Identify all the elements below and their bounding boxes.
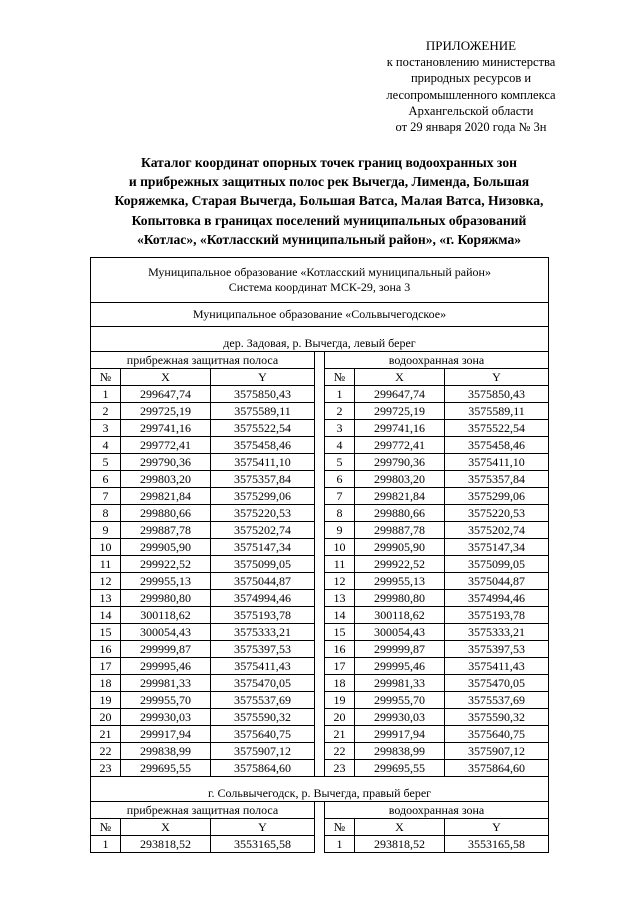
table-row <box>91 675 549 692</box>
column-gap <box>315 471 325 488</box>
column-gap <box>315 539 325 556</box>
y-coordinate: 3575411,10 <box>445 454 549 471</box>
point-number: 17 <box>325 658 355 675</box>
table-row <box>91 488 549 505</box>
y-coordinate: 3575044,87 <box>445 573 549 590</box>
column-gap <box>315 692 325 709</box>
municipality-header <box>91 258 549 303</box>
column-gap <box>315 386 325 403</box>
column-header-y: Y <box>211 819 315 836</box>
y-coordinate: 3575411,43 <box>211 658 315 675</box>
table-row <box>91 437 549 454</box>
column-gap <box>315 802 325 819</box>
x-coordinate: 299905,90 <box>121 539 211 556</box>
x-coordinate: 300054,43 <box>121 624 211 641</box>
section-place: г. Сольвычегодск, р. Вычегда, правый берег <box>91 777 549 802</box>
point-number: 6 <box>325 471 355 488</box>
column-gap <box>315 522 325 539</box>
y-coordinate: 3575099,05 <box>445 556 549 573</box>
point-number: 10 <box>91 539 121 556</box>
x-coordinate: 299995,46 <box>355 658 445 675</box>
table-row <box>91 692 549 709</box>
title-line: Каталог координат опорных точек границ водоохранных зон <box>141 155 517 170</box>
y-coordinate: 3575470,05 <box>211 675 315 692</box>
x-coordinate: 299905,90 <box>355 539 445 556</box>
y-coordinate: 3575220,53 <box>211 505 315 522</box>
y-coordinate: 3575299,06 <box>211 488 315 505</box>
point-number: 2 <box>325 403 355 420</box>
column-header-x: X <box>355 369 445 386</box>
appendix-line: Архангельской области <box>408 103 534 118</box>
table-row <box>91 607 549 624</box>
title-line: Копытовка в границах поселений муниципальных образований <box>131 212 527 228</box>
point-number: 16 <box>325 641 355 658</box>
table-row <box>91 709 549 726</box>
table-row <box>91 505 549 522</box>
point-number: 5 <box>91 454 121 471</box>
point-number: 1 <box>325 386 355 403</box>
y-coordinate: 3575537,69 <box>445 692 549 709</box>
point-number: 11 <box>91 556 121 573</box>
y-coordinate: 3575202,74 <box>445 522 549 539</box>
section-place-row <box>91 777 549 802</box>
column-gap <box>315 403 325 420</box>
x-coordinate: 299955,70 <box>121 692 211 709</box>
table-row <box>91 590 549 607</box>
column-header-num: № <box>91 369 121 386</box>
point-number: 17 <box>91 658 121 675</box>
zone-label-row <box>91 802 549 819</box>
column-gap <box>315 743 325 760</box>
x-coordinate: 299980,80 <box>355 590 445 607</box>
column-gap <box>315 488 325 505</box>
x-coordinate: 299803,20 <box>355 471 445 488</box>
point-number: 12 <box>325 573 355 590</box>
column-gap <box>315 607 325 624</box>
point-number: 23 <box>91 760 121 777</box>
coord-system: Система координат МСК-29, зона 3 <box>228 280 411 294</box>
y-coordinate: 3575193,78 <box>445 607 549 624</box>
x-coordinate: 299981,33 <box>121 675 211 692</box>
column-header-num: № <box>325 369 355 386</box>
title-line: и прибрежных защитных полос рек Вычегда, Лименда, Большая <box>128 174 530 190</box>
y-coordinate: 3575044,87 <box>211 573 315 590</box>
x-coordinate: 299838,99 <box>355 743 445 760</box>
point-number: 4 <box>91 437 121 454</box>
point-number: 18 <box>325 675 355 692</box>
x-coordinate: 299981,33 <box>355 675 445 692</box>
x-coordinate: 299999,87 <box>121 641 211 658</box>
x-coordinate: 299741,16 <box>355 420 445 437</box>
y-coordinate: 3575590,32 <box>445 709 549 726</box>
title-line: «Котлас», «Котласский муниципальный район», «г. Коряжма» <box>136 231 522 247</box>
table-row <box>91 386 549 403</box>
point-number: 9 <box>325 522 355 539</box>
y-coordinate: 3575850,43 <box>445 386 549 403</box>
y-coordinate: 3575640,75 <box>445 726 549 743</box>
y-coordinate: 3575333,21 <box>211 624 315 641</box>
y-coordinate: 3575193,78 <box>211 607 315 624</box>
x-coordinate: 299880,66 <box>355 505 445 522</box>
y-coordinate: 3575397,53 <box>445 641 549 658</box>
x-coordinate: 299695,55 <box>355 760 445 777</box>
column-header-x: X <box>355 819 445 836</box>
coastal-strip-label: прибрежная защитная полоса <box>91 802 315 819</box>
point-number: 15 <box>91 624 121 641</box>
y-coordinate: 3575590,32 <box>211 709 315 726</box>
point-number: 1 <box>91 386 121 403</box>
y-coordinate: 3575589,11 <box>445 403 549 420</box>
table-row <box>91 403 549 420</box>
table-row <box>91 836 549 853</box>
y-coordinate: 3575411,10 <box>211 454 315 471</box>
x-coordinate: 299980,80 <box>121 590 211 607</box>
column-gap <box>315 420 325 437</box>
point-number: 7 <box>325 488 355 505</box>
point-number: 21 <box>325 726 355 743</box>
x-coordinate: 293818,52 <box>121 836 211 853</box>
x-coordinate: 299917,94 <box>355 726 445 743</box>
table-row <box>91 726 549 743</box>
appendix-line: от 29 января 2020 года № 3н <box>395 120 547 135</box>
point-number: 4 <box>325 437 355 454</box>
point-number: 21 <box>91 726 121 743</box>
x-coordinate: 300118,62 <box>121 607 211 624</box>
x-coordinate: 299772,41 <box>121 437 211 454</box>
y-coordinate: 3575458,46 <box>445 437 549 454</box>
y-coordinate: 3575537,69 <box>211 692 315 709</box>
appendix-block <box>360 38 582 135</box>
table-row <box>91 573 549 590</box>
x-coordinate: 299695,55 <box>121 760 211 777</box>
point-number: 8 <box>325 505 355 522</box>
x-coordinate: 299790,36 <box>121 454 211 471</box>
table-row <box>91 454 549 471</box>
point-number: 18 <box>91 675 121 692</box>
column-gap <box>315 573 325 590</box>
point-number: 10 <box>325 539 355 556</box>
y-coordinate: 3575411,43 <box>445 658 549 675</box>
point-number: 7 <box>91 488 121 505</box>
x-coordinate: 300054,43 <box>355 624 445 641</box>
point-number: 1 <box>91 836 121 853</box>
y-coordinate: 3575589,11 <box>211 403 315 420</box>
point-number: 3 <box>325 420 355 437</box>
y-coordinate: 3575864,60 <box>445 760 549 777</box>
column-gap <box>315 369 325 386</box>
point-number: 20 <box>91 709 121 726</box>
coordinates-table-body <box>91 258 549 853</box>
document-title <box>84 153 574 249</box>
y-coordinate: 3575099,05 <box>211 556 315 573</box>
point-number: 3 <box>91 420 121 437</box>
table-row <box>91 471 549 488</box>
water-protection-zone-label: водоохранная зона <box>325 802 549 819</box>
column-header-y: Y <box>211 369 315 386</box>
water-protection-zone-label: водоохранная зона <box>325 352 549 369</box>
x-coordinate: 299821,84 <box>121 488 211 505</box>
y-coordinate: 3575220,53 <box>445 505 549 522</box>
y-coordinate: 3575357,84 <box>211 471 315 488</box>
column-header-y: Y <box>445 819 549 836</box>
point-number: 8 <box>91 505 121 522</box>
point-number: 11 <box>325 556 355 573</box>
y-coordinate: 3575522,54 <box>211 420 315 437</box>
y-coordinate: 3574994,46 <box>211 590 315 607</box>
y-coordinate: 3575357,84 <box>445 471 549 488</box>
point-number: 13 <box>325 590 355 607</box>
column-gap <box>315 505 325 522</box>
point-number: 1 <box>325 836 355 853</box>
x-coordinate: 299647,74 <box>355 386 445 403</box>
x-coordinate: 299725,19 <box>121 403 211 420</box>
column-gap <box>315 760 325 777</box>
y-coordinate: 3575907,12 <box>445 743 549 760</box>
column-gap <box>315 590 325 607</box>
y-coordinate: 3553165,58 <box>211 836 315 853</box>
point-number: 23 <box>325 760 355 777</box>
column-gap <box>315 819 325 836</box>
appendix-heading: ПРИЛОЖЕНИЕ <box>425 38 517 53</box>
table-row <box>91 743 549 760</box>
table-row <box>91 539 549 556</box>
x-coordinate: 299955,70 <box>355 692 445 709</box>
appendix-line: лесопромышленного комплекса <box>386 87 556 102</box>
x-coordinate: 299725,19 <box>355 403 445 420</box>
x-coordinate: 299922,52 <box>121 556 211 573</box>
x-coordinate: 299880,66 <box>121 505 211 522</box>
point-number: 19 <box>325 692 355 709</box>
title-line: Коряжемка, Старая Вычегда, Большая Ватса, Малая Ватса, Низовка, <box>114 193 544 209</box>
column-header-x: X <box>121 369 211 386</box>
point-number: 14 <box>91 607 121 624</box>
column-header-y: Y <box>445 369 549 386</box>
point-number: 14 <box>325 607 355 624</box>
x-coordinate: 299930,03 <box>121 709 211 726</box>
point-number: 2 <box>91 403 121 420</box>
y-coordinate: 3575907,12 <box>211 743 315 760</box>
column-header-num: № <box>325 819 355 836</box>
municipality-name: Муниципальное образование «Котласский муниципальный район» <box>148 265 491 279</box>
x-coordinate: 299741,16 <box>121 420 211 437</box>
x-coordinate: 299887,78 <box>355 522 445 539</box>
x-coordinate: 299838,99 <box>121 743 211 760</box>
point-number: 16 <box>91 641 121 658</box>
point-number: 9 <box>91 522 121 539</box>
sub-municipality-header: Муниципальное образование «Сольвычегодское» <box>91 303 549 327</box>
y-coordinate: 3575147,34 <box>445 539 549 556</box>
column-gap <box>315 675 325 692</box>
table-row <box>91 760 549 777</box>
point-number: 19 <box>91 692 121 709</box>
y-coordinate: 3574994,46 <box>445 590 549 607</box>
column-header-row <box>91 819 549 836</box>
column-gap <box>315 709 325 726</box>
y-coordinate: 3575470,05 <box>445 675 549 692</box>
x-coordinate: 293818,52 <box>355 836 445 853</box>
column-header-row <box>91 369 549 386</box>
x-coordinate: 299955,13 <box>121 573 211 590</box>
column-gap <box>315 352 325 369</box>
y-coordinate: 3575640,75 <box>211 726 315 743</box>
x-coordinate: 299887,78 <box>121 522 211 539</box>
x-coordinate: 300118,62 <box>355 607 445 624</box>
x-coordinate: 299999,87 <box>355 641 445 658</box>
appendix-line: к постановлению министерства <box>386 55 556 70</box>
table-row <box>91 556 549 573</box>
x-coordinate: 299930,03 <box>355 709 445 726</box>
column-gap <box>315 658 325 675</box>
column-gap <box>315 836 325 853</box>
point-number: 5 <box>325 454 355 471</box>
y-coordinate: 3575864,60 <box>211 760 315 777</box>
column-gap <box>315 726 325 743</box>
y-coordinate: 3575397,53 <box>211 641 315 658</box>
point-number: 6 <box>91 471 121 488</box>
column-gap <box>315 556 325 573</box>
table-row <box>91 624 549 641</box>
column-gap <box>315 454 325 471</box>
y-coordinate: 3575458,46 <box>211 437 315 454</box>
point-number: 13 <box>91 590 121 607</box>
point-number: 22 <box>325 743 355 760</box>
y-coordinate: 3575299,06 <box>445 488 549 505</box>
x-coordinate: 299955,13 <box>355 573 445 590</box>
y-coordinate: 3575850,43 <box>211 386 315 403</box>
y-coordinate: 3575522,54 <box>445 420 549 437</box>
x-coordinate: 299821,84 <box>355 488 445 505</box>
y-coordinate: 3575202,74 <box>211 522 315 539</box>
section-place: дер. Задовая, р. Вычегда, левый берег <box>91 327 549 352</box>
coordinates-table <box>90 257 549 853</box>
column-gap <box>315 437 325 454</box>
x-coordinate: 299772,41 <box>355 437 445 454</box>
x-coordinate: 299647,74 <box>121 386 211 403</box>
coastal-strip-label: прибрежная защитная полоса <box>91 352 315 369</box>
section-place-row <box>91 327 549 352</box>
zone-label-row <box>91 352 549 369</box>
y-coordinate: 3575147,34 <box>211 539 315 556</box>
column-header-num: № <box>91 819 121 836</box>
x-coordinate: 299917,94 <box>121 726 211 743</box>
x-coordinate: 299803,20 <box>121 471 211 488</box>
point-number: 15 <box>325 624 355 641</box>
y-coordinate: 3553165,58 <box>445 836 549 853</box>
column-gap <box>315 641 325 658</box>
x-coordinate: 299790,36 <box>355 454 445 471</box>
point-number: 12 <box>91 573 121 590</box>
column-gap <box>315 624 325 641</box>
table-row <box>91 522 549 539</box>
appendix-line: природных ресурсов и <box>410 71 532 86</box>
y-coordinate: 3575333,21 <box>445 624 549 641</box>
x-coordinate: 299922,52 <box>355 556 445 573</box>
column-header-x: X <box>121 819 211 836</box>
point-number: 22 <box>91 743 121 760</box>
point-number: 20 <box>325 709 355 726</box>
table-row <box>91 420 549 437</box>
table-row <box>91 641 549 658</box>
table-row <box>91 658 549 675</box>
x-coordinate: 299995,46 <box>121 658 211 675</box>
